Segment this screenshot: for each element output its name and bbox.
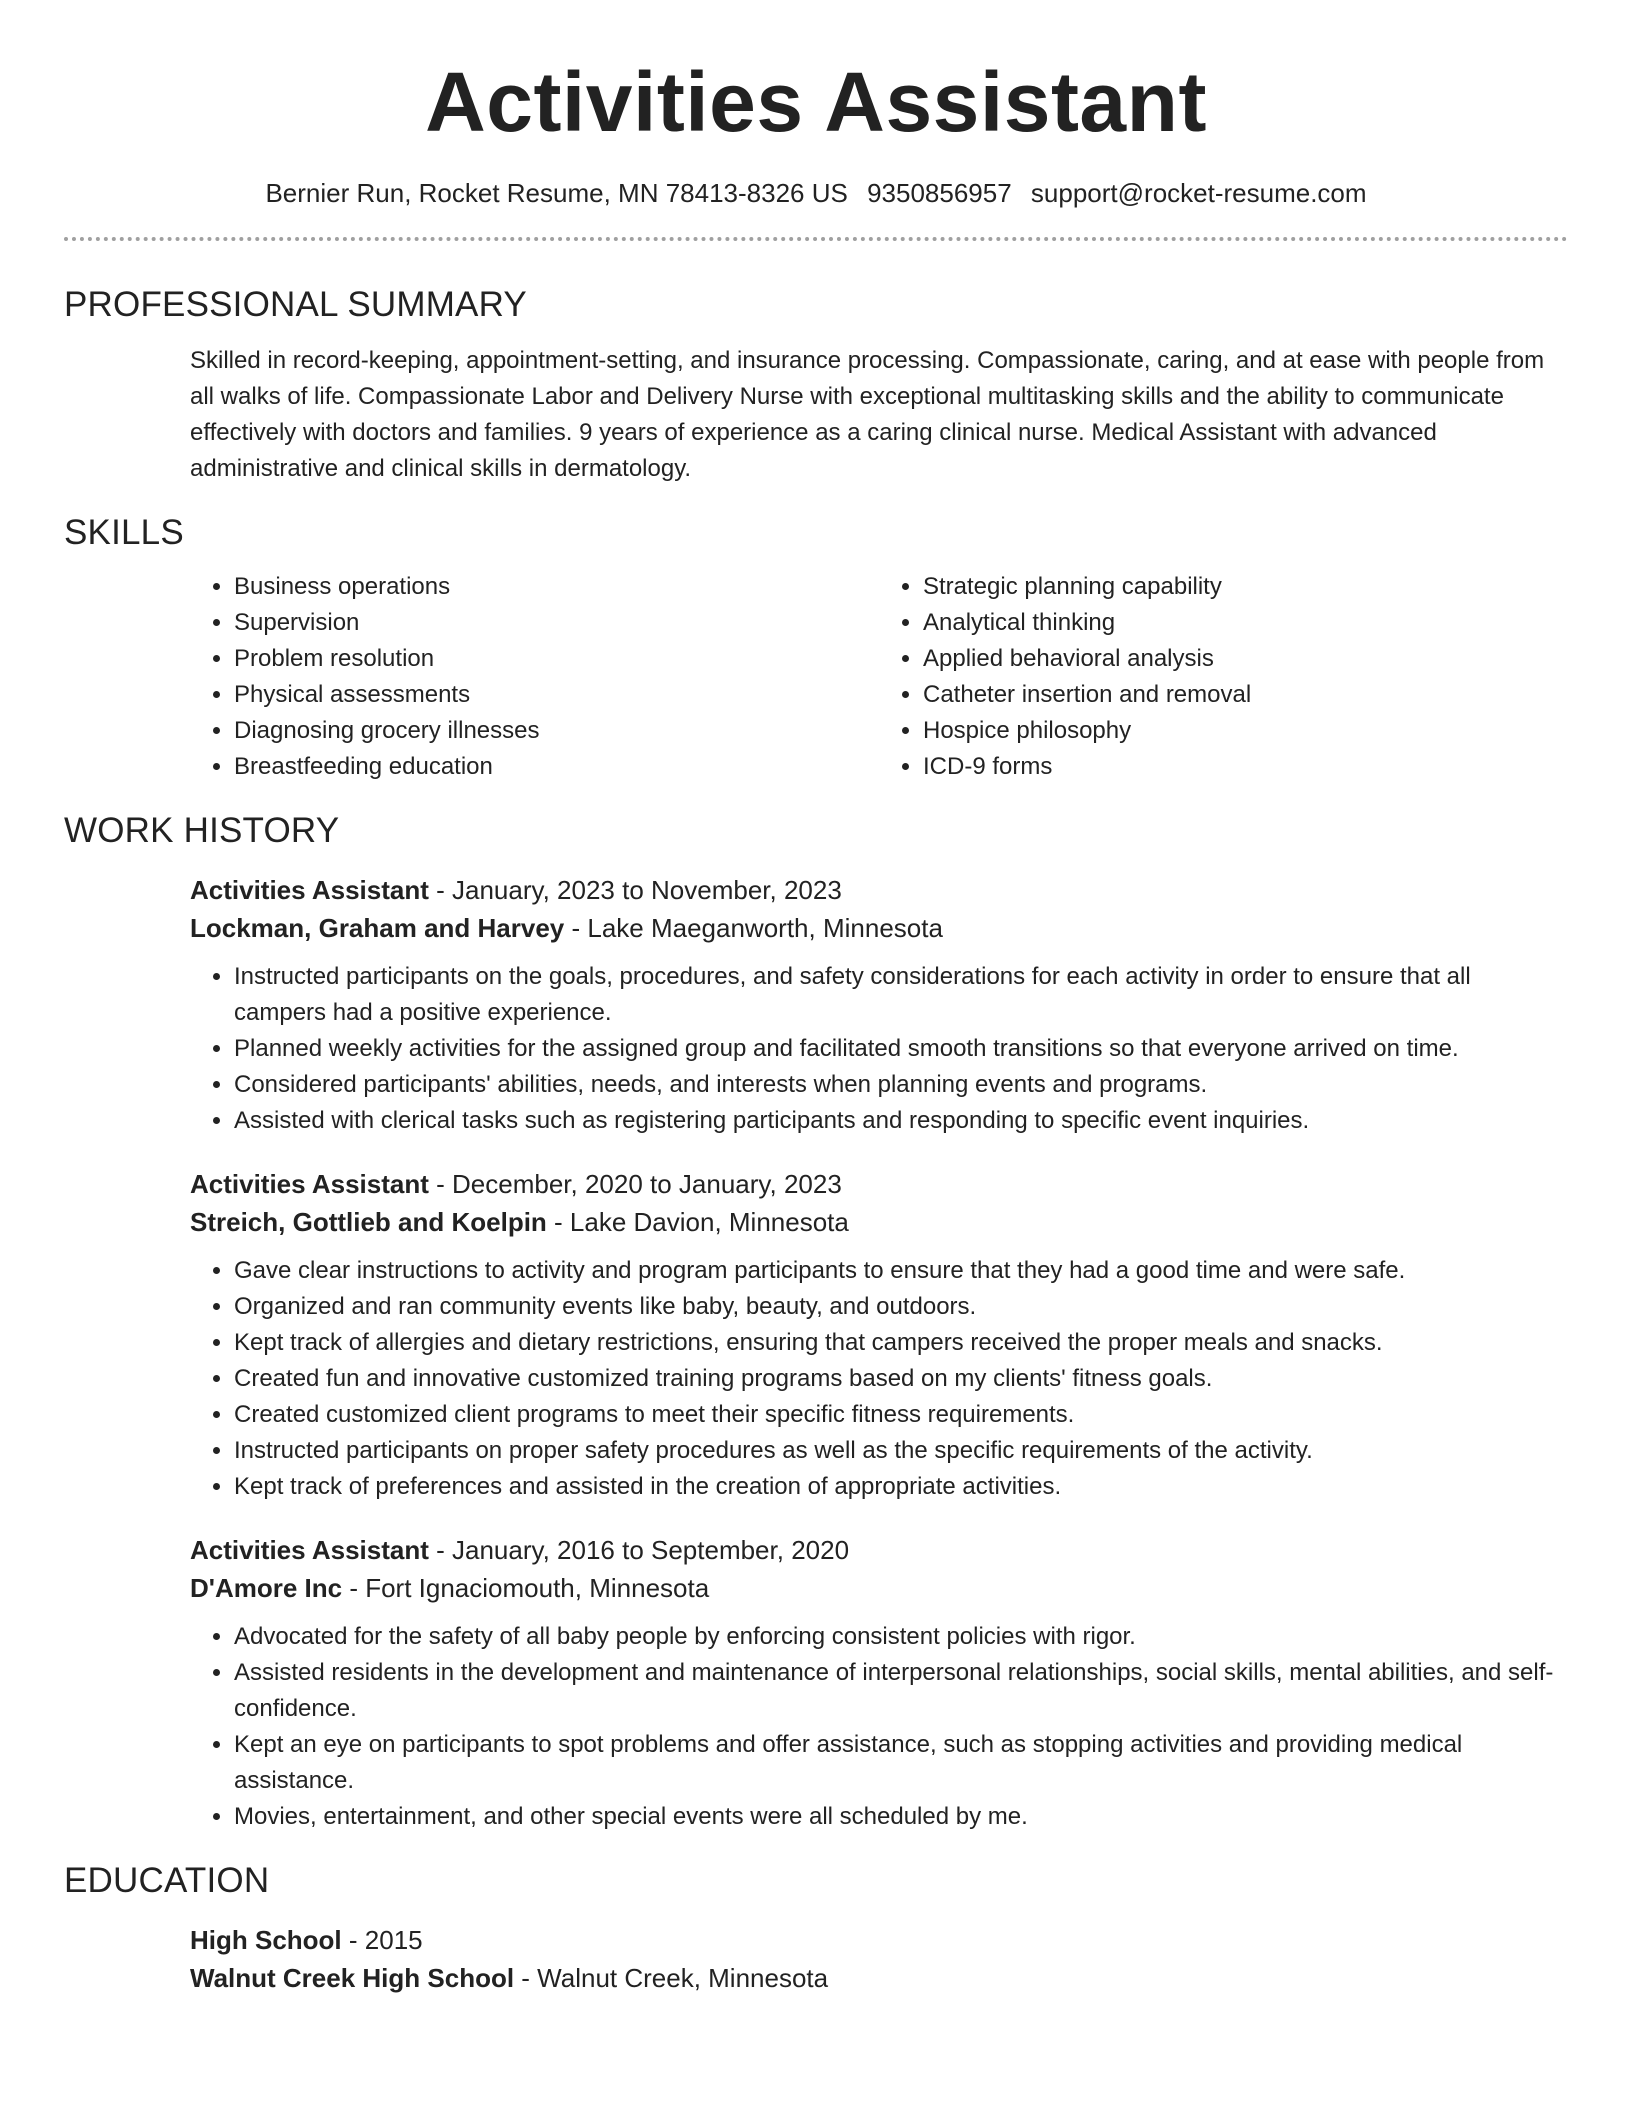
address: Bernier Run, Rocket Resume, MN 78413-8326 US [265, 178, 848, 208]
job-bullet: • Kept track of allergies and dietary restrictions, ensuring that campers received the proper meals and snacks. [234, 1325, 1568, 1361]
skill-item: • Applied behavioral analysis [923, 641, 1568, 677]
job-bullet: • Kept track of preferences and assisted in the creation of appropriate activities. [234, 1469, 1568, 1505]
skill-item: • Diagnosing grocery illnesses [234, 713, 879, 749]
company-line [190, 1203, 1568, 1241]
school-line [190, 1959, 1568, 1997]
email: support@rocket-resume.com [1030, 178, 1367, 208]
job-dates: - January, 2023 to November, 2023 [428, 875, 842, 905]
job-bullet: • Kept an eye on participants to spot problems and offer assistance, such as stopping activities and providing medical assistance. [234, 1727, 1568, 1799]
company-location: - Lake Maeganworth, Minnesota [564, 913, 943, 943]
job-bullets [190, 1253, 1568, 1505]
job-bullet: • Planned weekly activities for the assigned group and facilitated smooth transitions so that everyone arrived on time. [234, 1031, 1568, 1067]
job-dates: - December, 2020 to January, 2023 [428, 1169, 842, 1199]
skill-item: • Supervision [234, 605, 879, 641]
education-entry [190, 1921, 1568, 1997]
work-history-heading: WORK HISTORY [64, 811, 340, 850]
degree-line [190, 1921, 1568, 1959]
skill-item: • Strategic planning capability [923, 569, 1568, 605]
job-bullet: • Gave clear instructions to activity and program participants to ensure that they had a good time and were safe. [234, 1253, 1568, 1289]
skill-item: • ICD-9 forms [923, 749, 1568, 785]
skills-list [190, 569, 1568, 785]
job-title-line [190, 871, 1568, 909]
job-dates: - January, 2016 to September, 2020 [428, 1535, 850, 1565]
skill-item: • Catheter insertion and removal [923, 677, 1568, 713]
company-line [190, 909, 1568, 947]
skill-item: • Problem resolution [234, 641, 879, 677]
skill-item: • Breastfeeding education [234, 749, 879, 785]
skills-heading: SKILLS [64, 513, 184, 552]
job-role: Activities Assistant [190, 1169, 429, 1199]
school-name: Walnut Creek High School [190, 1963, 515, 1993]
job-bullet: • Instructed participants on the goals, procedures, and safety considerations for each activity in order to ensure that all campers had a positive experience. [234, 959, 1568, 1031]
job-bullet: • Organized and ran community events like baby, beauty, and outdoors. [234, 1289, 1568, 1325]
job-bullet: • Considered participants' abilities, needs, and interests when planning events and programs. [234, 1067, 1568, 1103]
job-entry [190, 1531, 1568, 1835]
company-name: D'Amore Inc [190, 1573, 343, 1603]
summary-heading: PROFESSIONAL SUMMARY [64, 285, 527, 324]
summary-text: Skilled in record-keeping, appointment-setting, and insurance processing. Compassionate, caring, and at ease with people from all walks of life. Compassionate Labor and Delivery Nurse with exceptional multitasking skills and the ability to communicate effectively with doctors and families. 9 years of experience as a caring clinical nurse. Medical Assistant with advanced administrative and clinical skills in dermatology. [190, 347, 1545, 482]
job-bullet: • Assisted residents in the development and maintenance of interpersonal relationships, social skills, mental abilities, and self-confidence. [234, 1655, 1568, 1727]
job-role: Activities Assistant [190, 1535, 429, 1565]
school-location: - Walnut Creek, Minnesota [514, 1963, 829, 1993]
job-bullet: • Instructed participants on proper safety procedures as well as the specific requirements of the activity. [234, 1433, 1568, 1469]
job-title-line [190, 1165, 1568, 1203]
education-heading: EDUCATION [64, 1861, 270, 1900]
skill-item: • Physical assessments [234, 677, 879, 713]
job-entry [190, 1165, 1568, 1505]
job-entry [190, 871, 1568, 1139]
skill-item: • Business operations [234, 569, 879, 605]
job-role: Activities Assistant [190, 875, 429, 905]
skill-item: • Hospice philosophy [923, 713, 1568, 749]
job-bullets [190, 1619, 1568, 1835]
job-title-line [190, 1531, 1568, 1569]
job-bullet: • Assisted with clerical tasks such as registering participants and responding to specific event inquiries. [234, 1103, 1568, 1139]
phone: 9350856957 [867, 178, 1012, 208]
resume-name: Activities Assistant [425, 55, 1207, 149]
contact-line [64, 178, 1568, 209]
company-name: Streich, Gottlieb and Koelpin [190, 1207, 547, 1237]
company-location: - Fort Ignaciomouth, Minnesota [342, 1573, 710, 1603]
job-bullets [190, 959, 1568, 1139]
job-bullet: • Advocated for the safety of all baby people by enforcing consistent policies with rigor. [234, 1619, 1568, 1655]
graduation-year: - 2015 [341, 1925, 423, 1955]
company-name: Lockman, Graham and Harvey [190, 913, 565, 943]
skill-item: • Analytical thinking [923, 605, 1568, 641]
degree: High School [190, 1925, 342, 1955]
job-bullet: • Created fun and innovative customized training programs based on my clients' fitness goals. [234, 1361, 1568, 1397]
job-bullet: • Movies, entertainment, and other special events were all scheduled by me. [234, 1799, 1568, 1835]
company-location: - Lake Davion, Minnesota [546, 1207, 849, 1237]
skills-column-right [879, 569, 1568, 785]
company-line [190, 1569, 1568, 1607]
header-divider [64, 237, 1568, 241]
job-bullet: • Created customized client programs to meet their specific fitness requirements. [234, 1397, 1568, 1433]
skills-column-left [190, 569, 879, 785]
